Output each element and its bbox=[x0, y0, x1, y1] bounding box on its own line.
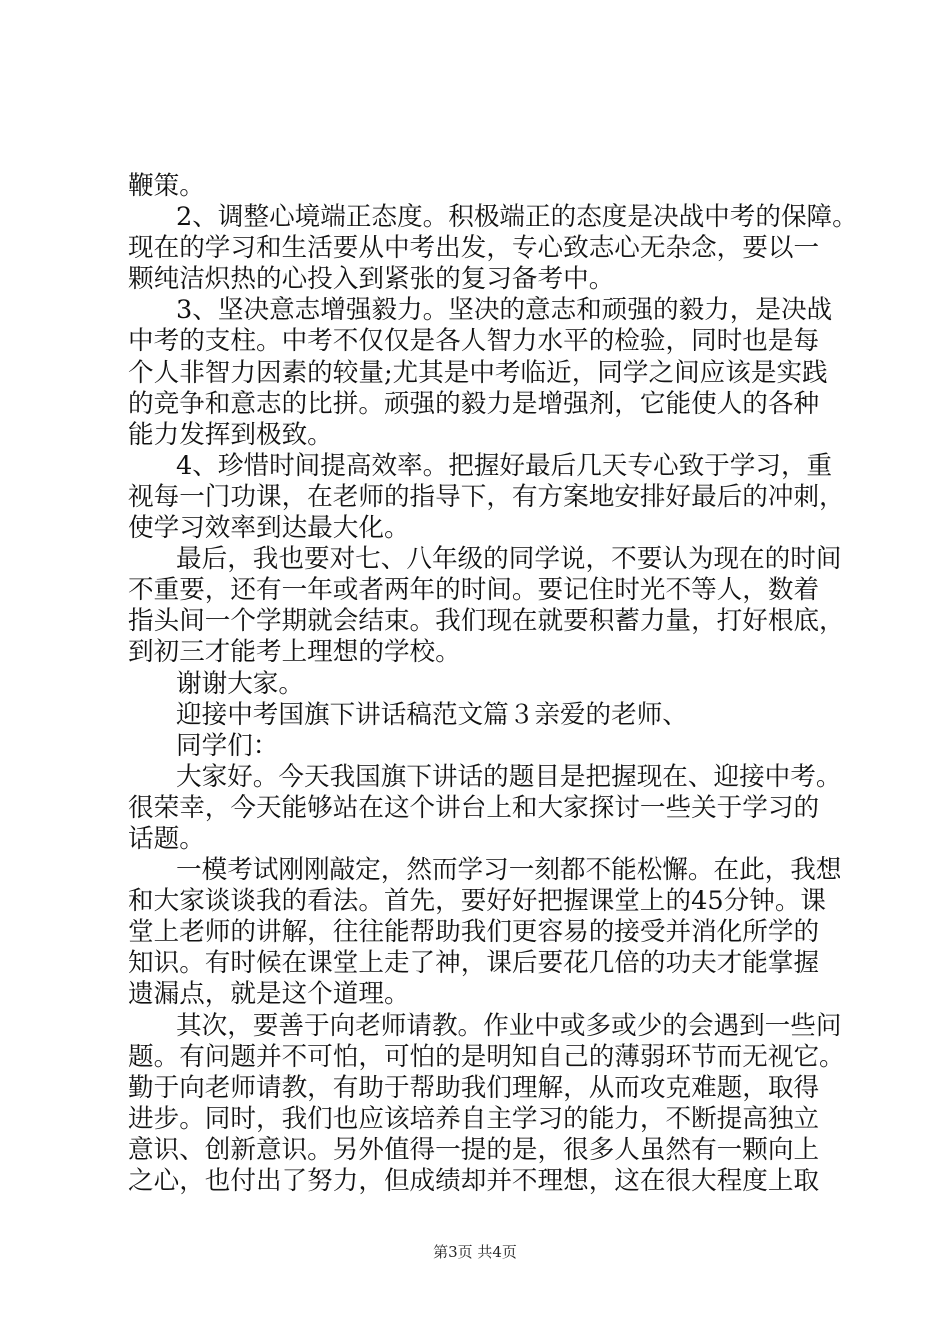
text-line: 意识、创新意识。另外值得一提的是，很多人虽然有一颗向上 bbox=[128, 1134, 820, 1165]
text-line: 堂上老师的讲解，往往能帮助我们更容易的接受并消化所学的 bbox=[128, 917, 820, 948]
text-line: 个人非智力因素的较量;尤其是中考临近，同学之间应该是实践 bbox=[128, 357, 828, 388]
page-number: 第3页 共4页 bbox=[433, 1243, 517, 1261]
text-line: 之心，也付出了努力，但成绩却并不理想，这在很大程度上取 bbox=[128, 1166, 820, 1196]
text-line: 其次，要善于向老师请教。作业中或多或少的会遇到一些问 bbox=[176, 1010, 842, 1041]
text-line: 到初三才能考上理想的学校。 bbox=[128, 637, 461, 668]
page-footer bbox=[0, 1242, 950, 1262]
document-body bbox=[128, 171, 858, 1197]
text-line: 2、调整心境端正态度。积极端正的态度是决战中考的保障。 bbox=[176, 202, 858, 233]
text-line: 很荣幸，今天能够站在这个讲台上和大家探讨一些关于学习的 bbox=[128, 792, 820, 823]
text-line: 颗纯洁炽热的心投入到紧张的复习备考中。 bbox=[128, 264, 615, 295]
text-line: 视每一门功课，在老师的指导下，有方案地安排好最后的冲刺， bbox=[128, 481, 845, 512]
text-line: 使学习效率到达最大化。 bbox=[128, 513, 410, 544]
text-line: 最后，我也要对七、八年级的同学说，不要认为现在的时间 bbox=[176, 544, 842, 575]
text-line: 迎接中考国旗下讲话稿范文篇３亲爱的老师、 bbox=[176, 699, 688, 730]
text-line: 现在的学习和生活要从中考出发，专心致志心无杂念，要以一 bbox=[128, 233, 820, 264]
text-line: 知识。有时候在课堂上走了神，课后要花几倍的功夫才能掌握 bbox=[128, 948, 820, 979]
text-line: 4、珍惜时间提高效率。把握好最后几天专心致于学习，重 bbox=[176, 450, 833, 481]
text-line: 的竞争和意志的比拼。顽强的毅力是增强剂，它能使人的各种 bbox=[128, 388, 820, 419]
text-line: 一模考试刚刚敲定，然而学习一刻都不能松懈。在此，我想 bbox=[176, 855, 842, 886]
text-line: 指头间一个学期就会结束。我们现在就要积蓄力量，打好根底， bbox=[128, 606, 845, 637]
text-line: 谢谢大家。 bbox=[176, 668, 304, 699]
text-line: 勤于向老师请教，有助于帮助我们理解，从而攻克难题，取得 bbox=[128, 1072, 820, 1103]
text-line: 遗漏点，就是这个道理。 bbox=[128, 979, 410, 1010]
text-line: 大家好。今天我国旗下讲话的题目是把握现在、迎接中考。 bbox=[176, 761, 842, 792]
text-line: 进步。同时，我们也应该培养自主学习的能力，不断提高独立 bbox=[128, 1103, 820, 1134]
text-line: 能力发挥到极致。 bbox=[128, 419, 333, 450]
text-line: 话题。 bbox=[128, 823, 205, 854]
text-line: 同学们： bbox=[176, 730, 279, 761]
text-line: 3、坚决意志增强毅力。坚决的意志和顽强的毅力，是决战 bbox=[176, 295, 833, 326]
text-line: 不重要，还有一年或者两年的时间。要记住时光不等人，数着 bbox=[128, 575, 820, 606]
text-line: 鞭策。 bbox=[128, 171, 205, 201]
text-line: 中考的支柱。中考不仅仅是各人智力水平的检验，同时也是每 bbox=[128, 326, 820, 357]
text-line: 题。有问题并不可怕，可怕的是明知自己的薄弱环节而无视它。 bbox=[128, 1041, 845, 1072]
text-line: 和大家谈谈我的看法。首先，要好好把握课堂上的45分钟。课 bbox=[128, 886, 827, 917]
